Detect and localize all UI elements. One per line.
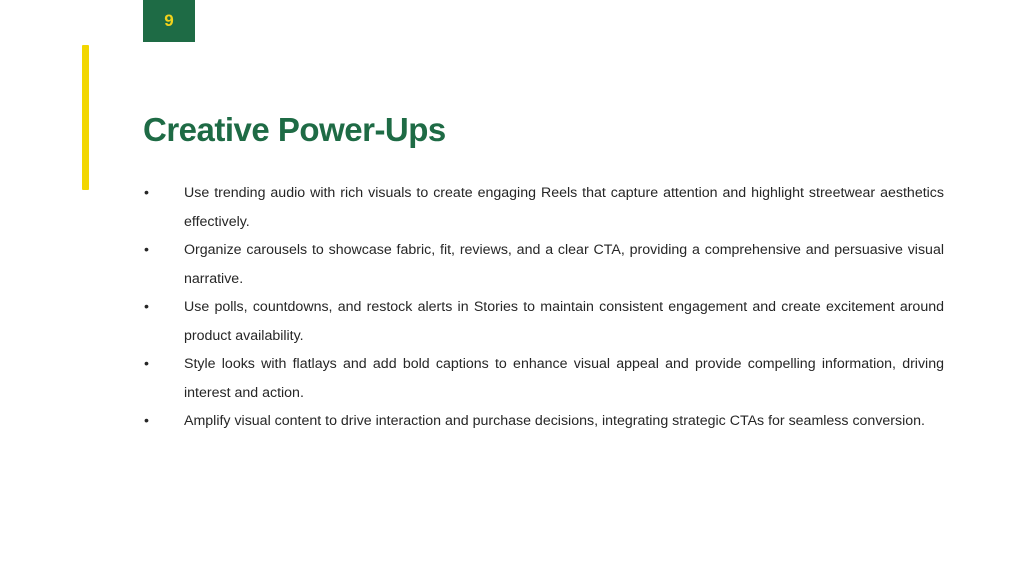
slide-title: Creative Power-Ups: [143, 111, 446, 148]
bullet-item: [143, 293, 944, 350]
bullet-text: Style looks with flatlays and add bold captions to enhance visual appeal and provide compelling information, driving interest and action.: [184, 356, 944, 401]
accent-bar: [82, 45, 89, 190]
bullet-text: Amplify visual content to drive interaction and purchase decisions, integrating strategic CTAs for seamless conversion.: [184, 413, 925, 429]
bullet-text: Use polls, countdowns, and restock alerts in Stories to maintain consistent engagement and create excitement around product availability.: [184, 299, 944, 344]
bullet-text: Use trending audio with rich visuals to create engaging Reels that capture attention and highlight streetwear aesthetics effectively.: [184, 185, 944, 230]
bullet-list: [143, 179, 944, 436]
bullet-item: [143, 236, 944, 293]
bullet-icon: •: [144, 299, 149, 315]
bullet-icon: •: [144, 242, 149, 258]
bullet-icon: •: [144, 356, 149, 372]
bullet-item: [143, 350, 944, 407]
bullet-text: Organize carousels to showcase fabric, fit, reviews, and a clear CTA, providing a comprehensive and persuasive visual narrative.: [184, 242, 944, 287]
page-number: 9: [164, 11, 174, 30]
bullet-item: [143, 179, 944, 236]
bullet-icon: •: [144, 185, 149, 201]
bullet-item: [143, 407, 944, 436]
page-number-badge: [143, 0, 195, 42]
bullet-icon: •: [144, 413, 149, 429]
